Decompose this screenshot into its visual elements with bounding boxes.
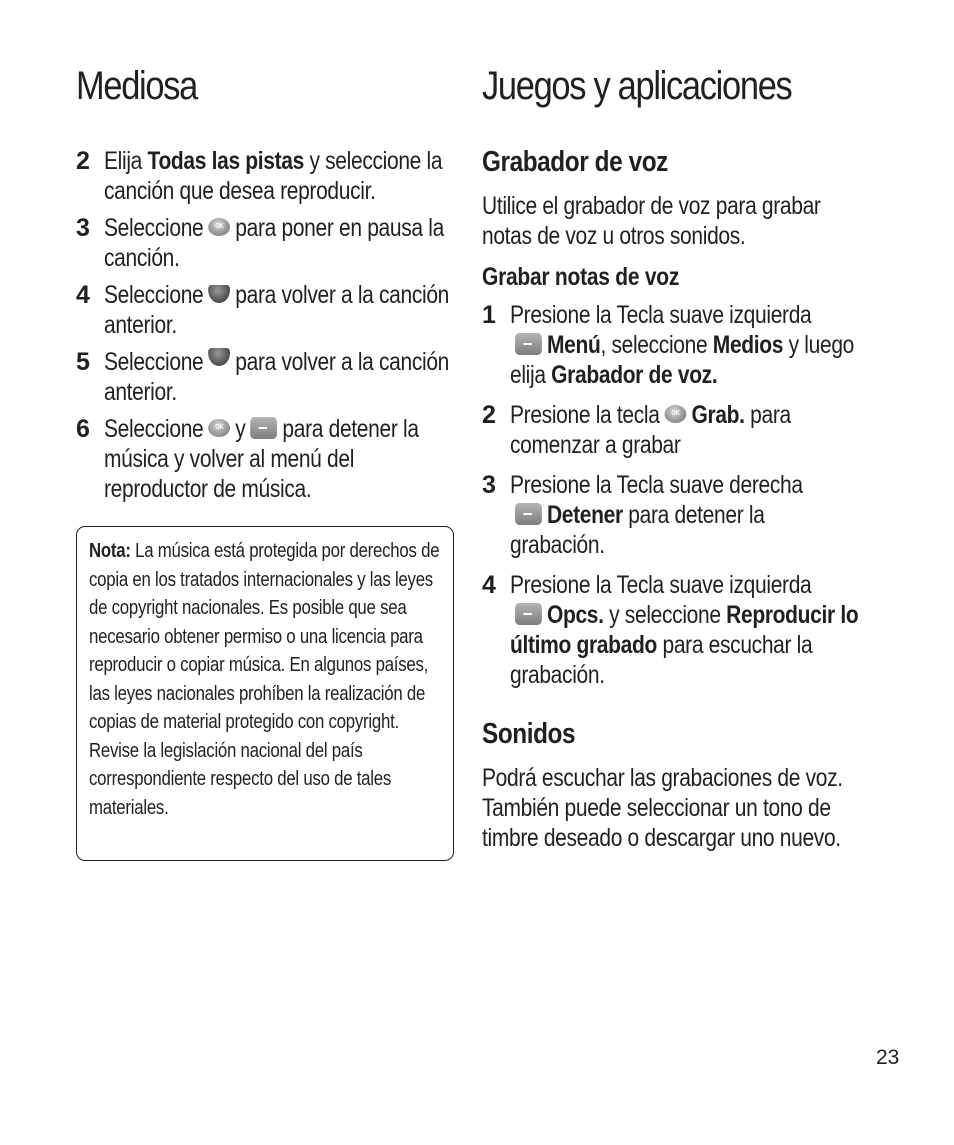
step-5: 5 Seleccione para volver a la canción anterior. bbox=[76, 348, 450, 406]
grabador-intro: Utilice el grabador de voz para grabar notas de voz u otros sonidos. bbox=[482, 192, 821, 250]
nav-down-key-icon bbox=[208, 348, 230, 366]
rec-step-3: 3 Presione la Tecla suave derecha Detener para detener la grabación. bbox=[482, 471, 803, 559]
right-column bbox=[482, 146, 862, 865]
page-number: 23 bbox=[876, 1046, 900, 1069]
note-text: La música está protegida por derechos de copia en los tratados internacionales y las leyes de copyright nacionales. Es posible que sea necesario obtener permiso o una licencia para reproducir o copiar música. En algunos países, las leyes nacionales prohíben la realización de copias de material protegido con copyright. Revise la legislación nacional del país correspondiente respecto del uso de tales materiales. bbox=[89, 539, 440, 819]
nav-down-key-icon bbox=[208, 285, 230, 303]
subheading-grabar-notas: Grabar notas de voz bbox=[482, 263, 680, 291]
step-3: 3 Seleccione OK para poner en pausa la canción. bbox=[76, 214, 444, 272]
page-title-right: Juegos y aplicaciones bbox=[482, 64, 792, 108]
grabador-steps bbox=[482, 300, 862, 690]
section-heading-grabador: Grabador de voz bbox=[482, 146, 668, 178]
note-label: Nota: bbox=[89, 539, 131, 562]
soft-key-icon bbox=[515, 333, 542, 355]
step-4: 4 Seleccione para volver a la canción anterior. bbox=[76, 281, 450, 339]
soft-key-icon bbox=[251, 417, 278, 439]
section-heading-sonidos: Sonidos bbox=[482, 718, 576, 750]
ok-key-icon: OK bbox=[208, 218, 230, 236]
rec-step-4: 4 Presione la Tecla suave izquierda Opcs. y seleccione Reproducir lo último grabado para escuchar la grabación. bbox=[482, 571, 859, 689]
mediosa-steps bbox=[76, 146, 456, 504]
soft-key-icon bbox=[515, 603, 542, 625]
note-box bbox=[76, 526, 454, 861]
soft-key-icon bbox=[515, 503, 542, 525]
step-2: 2 Elija Todas las pistas y seleccione la canción que desea reproducir. bbox=[76, 147, 443, 205]
left-column bbox=[76, 146, 456, 511]
ok-key-icon: OK bbox=[208, 419, 230, 437]
page-title-left: Mediosa bbox=[76, 64, 198, 108]
rec-step-2: 2 Presione la tecla OK Grab. para comenzar a grabar bbox=[482, 401, 791, 459]
step-6: 6 Seleccione OK y para detener la música y volver al menú del reproductor de música. bbox=[76, 415, 419, 503]
rec-step-1: 1 Presione la Tecla suave izquierda Menú, seleccione Medios y luego elija Grabador de voz. bbox=[482, 301, 855, 389]
sonidos-text: Podrá escuchar las grabaciones de voz. También puede seleccionar un tono de timbre deseado o descargar uno nuevo. bbox=[482, 764, 843, 852]
ok-key-icon: OK bbox=[665, 405, 687, 423]
